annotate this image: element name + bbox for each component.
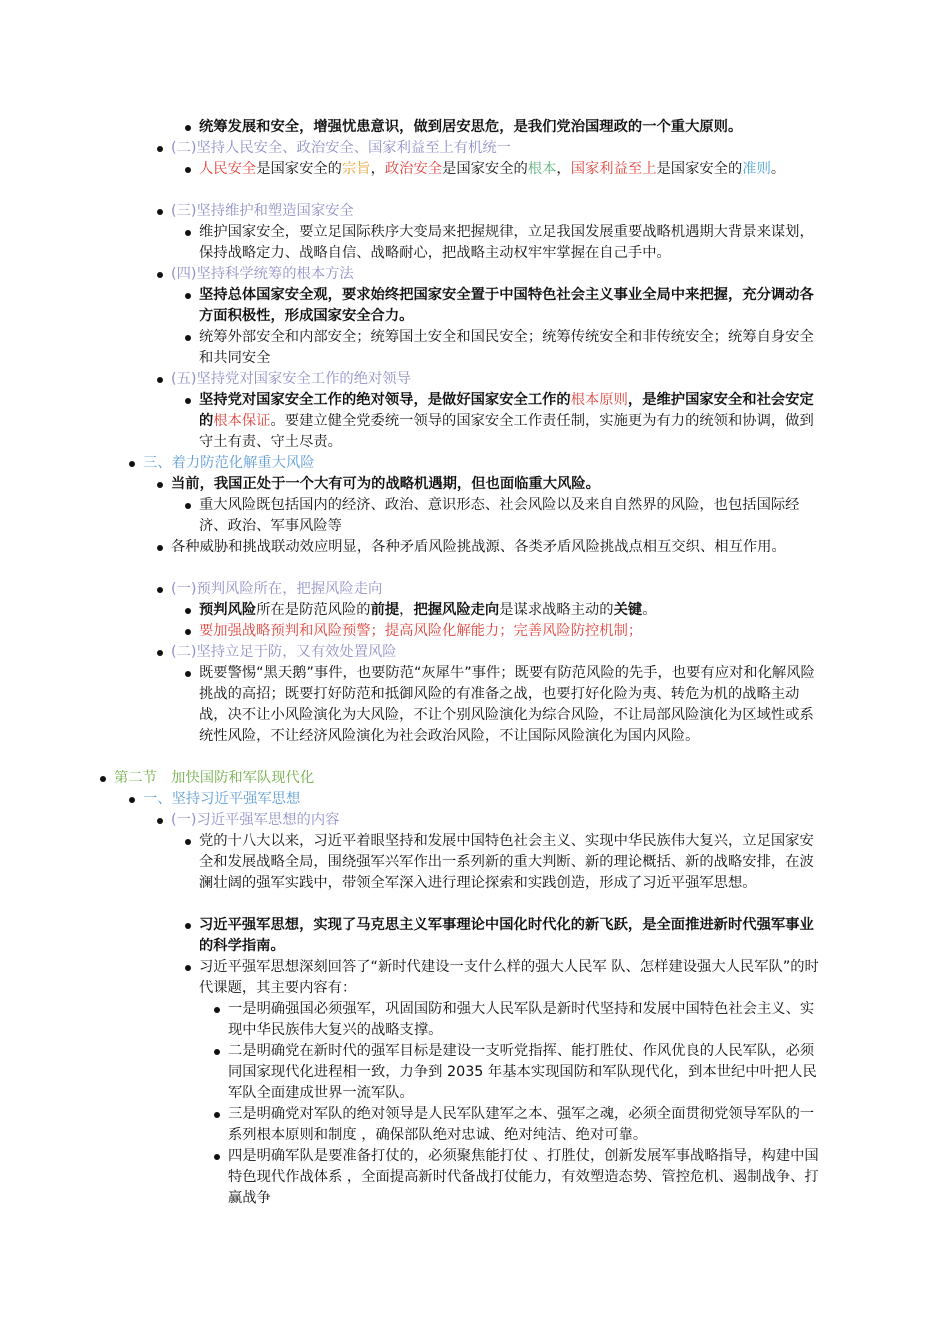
- item-text: (二)坚持立足于防，又有效处置风险: [171, 644, 397, 660]
- item-text: ，: [556, 161, 571, 177]
- bullet-icon: [157, 272, 163, 278]
- list-item: [228, 1146, 822, 1209]
- list-item: [228, 999, 822, 1041]
- item-text: ，是维护国家安全和社会安定的: [199, 392, 814, 429]
- list-item: [199, 285, 822, 327]
- list-item: [199, 117, 822, 138]
- list-item: [199, 831, 822, 894]
- bullet-icon: [185, 629, 191, 635]
- bullet-icon: [214, 1049, 220, 1055]
- item-text: 前提: [370, 602, 400, 618]
- item-text: 人民安全: [199, 161, 257, 177]
- item-text: 统筹外部安全和内部安全；统筹国土安全和国民安全；统筹传统安全和非传统安全；统筹自身安全和共同安全: [199, 329, 814, 366]
- item-text: 习近平强军思想，实现了马克思主义军事理论中国化时代化的新飞跃，是全面推进新时代强军事业的科学指南。: [199, 917, 814, 954]
- item-text: 。: [642, 602, 657, 618]
- item-text: (一)习近平强军思想的内容: [171, 812, 340, 828]
- list-item: [199, 915, 822, 957]
- item-text: 坚持党对国家安全工作的绝对领导，是做好国家安全工作的: [199, 392, 571, 408]
- bullet-icon: [157, 650, 163, 656]
- item-text: 维护国家安全，要立足国际秩序大变局来把握规律，立足我国发展重要战略机遇期大背景来谋划，保持战略定力、战略自信、战略耐心，把战略主动权牢牢掌握在自己手中。: [199, 224, 814, 261]
- item-text: (四)坚持科学统筹的根本方法: [171, 266, 354, 282]
- bullet-icon: [185, 503, 191, 509]
- item-text: 党的十八大以来，习近平着眼坚持和发展中国特色社会主义、实现中华民族伟大复兴，立足国家安全和发展战略全局，围绕强军兴军作出一系列新的重大判断、新的理论概括、新的战略安排，在波澜壮阔的强军实践中，带领全军深入进行理论探索和实践创造，形成了习近平强军思想。: [199, 833, 814, 891]
- bullet-icon: [157, 482, 163, 488]
- item-text: 预判风险: [199, 602, 257, 618]
- item-text: 二是明确党在新时代的强军目标是建设一支听党指挥、能打胜仗、作风优良的人民军队，必须同国家现代化进程相一致，力争到 2035 年基本实现国防和军队现代化，到本世纪中叶把人民军队全面建成世界一流军队。: [228, 1043, 817, 1101]
- bullet-icon: [185, 671, 191, 677]
- bullet-icon: [157, 146, 163, 152]
- bullet-icon: [185, 293, 191, 299]
- bullet-icon: [185, 839, 191, 845]
- section-heading: [143, 789, 822, 810]
- item-text: 政治安全: [384, 161, 443, 177]
- bullet-icon: [157, 587, 163, 593]
- item-text: 准则: [742, 161, 771, 177]
- item-text: (五)坚持党对国家安全工作的绝对领导: [171, 371, 411, 387]
- item-text: 把握风险走向: [413, 602, 500, 618]
- list-item: [228, 1104, 822, 1146]
- section-heading: [171, 138, 822, 159]
- item-text: 国家利益至上: [570, 161, 657, 177]
- list-item: [171, 537, 822, 558]
- bullet-icon: [185, 335, 191, 341]
- item-text: 一是明确强国必须强军，巩固国防和强大人民军队是新时代坚持和发展中国特色社会主义、实现中华民族伟大复兴的战略支撑。: [228, 1001, 815, 1038]
- item-text: (二)坚持人民安全、政治安全、国家利益至上有机统一: [171, 140, 511, 156]
- bullet-icon: [185, 965, 191, 971]
- section-heading: [143, 453, 822, 474]
- item-text: 第二节 加快国防和军队现代化: [114, 770, 315, 786]
- list-item: [228, 1041, 822, 1104]
- item-text: 。要建立健全党委统一领导的国家安全工作责任制，实施更为有力的统领和协调，做到守土有责、守土尽责。: [199, 413, 814, 450]
- item-text: ，: [399, 602, 414, 618]
- item-text: 是国家安全的: [442, 161, 528, 177]
- item-text: 要加强战略预判和风险预警；提高风险化解能力；完善风险防控机制；: [199, 623, 643, 639]
- item-text: 习近平强军思想深刻回答了“新时代建设一支什么样的强大人民军 队、怎样建设强大人民军队”的时代课题，其主要内容有：: [199, 959, 819, 996]
- bullet-icon: [185, 125, 191, 131]
- section-heading: [171, 810, 822, 831]
- item-text: 根本原则: [570, 392, 628, 408]
- item-text: 关键: [613, 602, 643, 618]
- item-text: 既要警惕“黑天鹅”事件，也要防范“灰犀牛”事件；既要有防范风险的先手，也要有应对和化解风险挑战的高招；既要打好防范和抵御风险的有准备之战，也要打好化险为夷、转危为机的战略主动战，决不让小风险演化为大风险，不让个别风险演化为综合风险，不让局部风险演化为区域性或系统性风险，不让经济风险演化为社会政治风险，不让国际风险演化为国内风险。: [199, 665, 815, 744]
- item-text: 四是明确军队是要准备打仗的，必须聚焦能打仗 、打胜仗，创新发展军事战略指导，构建中国特色现代作战体系 ，全面提高新时代备战打仗能力，有效塑造态势、管控危机、遏制战争、打赢战争: [228, 1148, 819, 1206]
- list-item: [199, 159, 822, 180]
- item-text: 宗旨: [341, 161, 371, 177]
- bullet-icon: [157, 818, 163, 824]
- section-heading: [171, 642, 822, 663]
- bullet-icon: [157, 545, 163, 551]
- item-text: 是国家安全的: [256, 161, 342, 177]
- item-text: (一)预判风险所在，把握风险走向: [171, 581, 383, 597]
- bullet-icon: [185, 167, 191, 173]
- bullet-icon: [129, 461, 135, 467]
- bullet-icon: [100, 776, 106, 782]
- bullet-icon: [157, 377, 163, 383]
- bullet-icon: [185, 398, 191, 404]
- item-text: 各种威胁和挑战联动效应明显，各种矛盾风险挑战源、各类矛盾风险挑战点相互交织、相互作用。: [171, 539, 786, 555]
- section-heading: [171, 264, 822, 285]
- list-item: [199, 495, 822, 537]
- list-item: [171, 474, 822, 495]
- bullet-icon: [214, 1007, 220, 1013]
- bullet-icon: [129, 797, 135, 803]
- list-item: [199, 600, 822, 621]
- item-text: 。: [770, 161, 786, 177]
- item-text: 根本: [527, 161, 557, 177]
- item-text: 所在是防范风险的: [256, 602, 371, 618]
- item-text: ，: [370, 161, 385, 177]
- item-text: (三)坚持维护和塑造国家安全: [171, 203, 354, 219]
- bullet-icon: [185, 923, 191, 929]
- list-item: [199, 621, 822, 642]
- item-text: 当前，我国正处于一个大有可为的战略机遇期，但也面临重大风险。: [171, 476, 600, 492]
- item-text: 是谋求战略主动的: [499, 602, 614, 618]
- bullet-icon: [214, 1112, 220, 1118]
- bullet-icon: [185, 230, 191, 236]
- bullet-icon: [185, 608, 191, 614]
- item-text: 一、坚持习近平强军思想: [143, 791, 301, 807]
- item-text: 三、着力防范化解重大风险: [143, 455, 315, 471]
- item-text: 坚持总体国家安全观，要求始终把国家安全置于中国特色社会主义事业全局中来把握，充分调动各方面积极性，形成国家安全合力。: [199, 287, 814, 324]
- chapter-heading: [114, 768, 822, 789]
- section-heading: [171, 369, 822, 390]
- list-item: [199, 222, 822, 264]
- item-text: 三是明确党对军队的绝对领导是人民军队建军之本、强军之魂，必须全面贯彻党领导军队的一系列根本原则和制度 ，确保部队绝对忠诚、绝对纯洁、绝对可靠。: [228, 1106, 815, 1143]
- section-heading: [171, 579, 822, 600]
- bullet-icon: [214, 1154, 220, 1160]
- item-text: 重大风险既包括国内的经济、政治、意识形态、社会风险以及来自自然界的风险，也包括国际经济、政治、军事风险等: [199, 497, 800, 534]
- list-item: [199, 390, 822, 453]
- item-text: 是国家安全的: [656, 161, 743, 177]
- item-text: 统筹发展和安全，增强忧患意识，做到居安思危，是我们党治国理政的一个重大原则。: [199, 119, 743, 135]
- list-item: [199, 663, 822, 747]
- section-heading: [171, 201, 822, 222]
- item-text: 根本保证: [213, 413, 271, 429]
- bullet-icon: [157, 209, 163, 215]
- list-item: [199, 327, 822, 369]
- list-item: [199, 957, 822, 999]
